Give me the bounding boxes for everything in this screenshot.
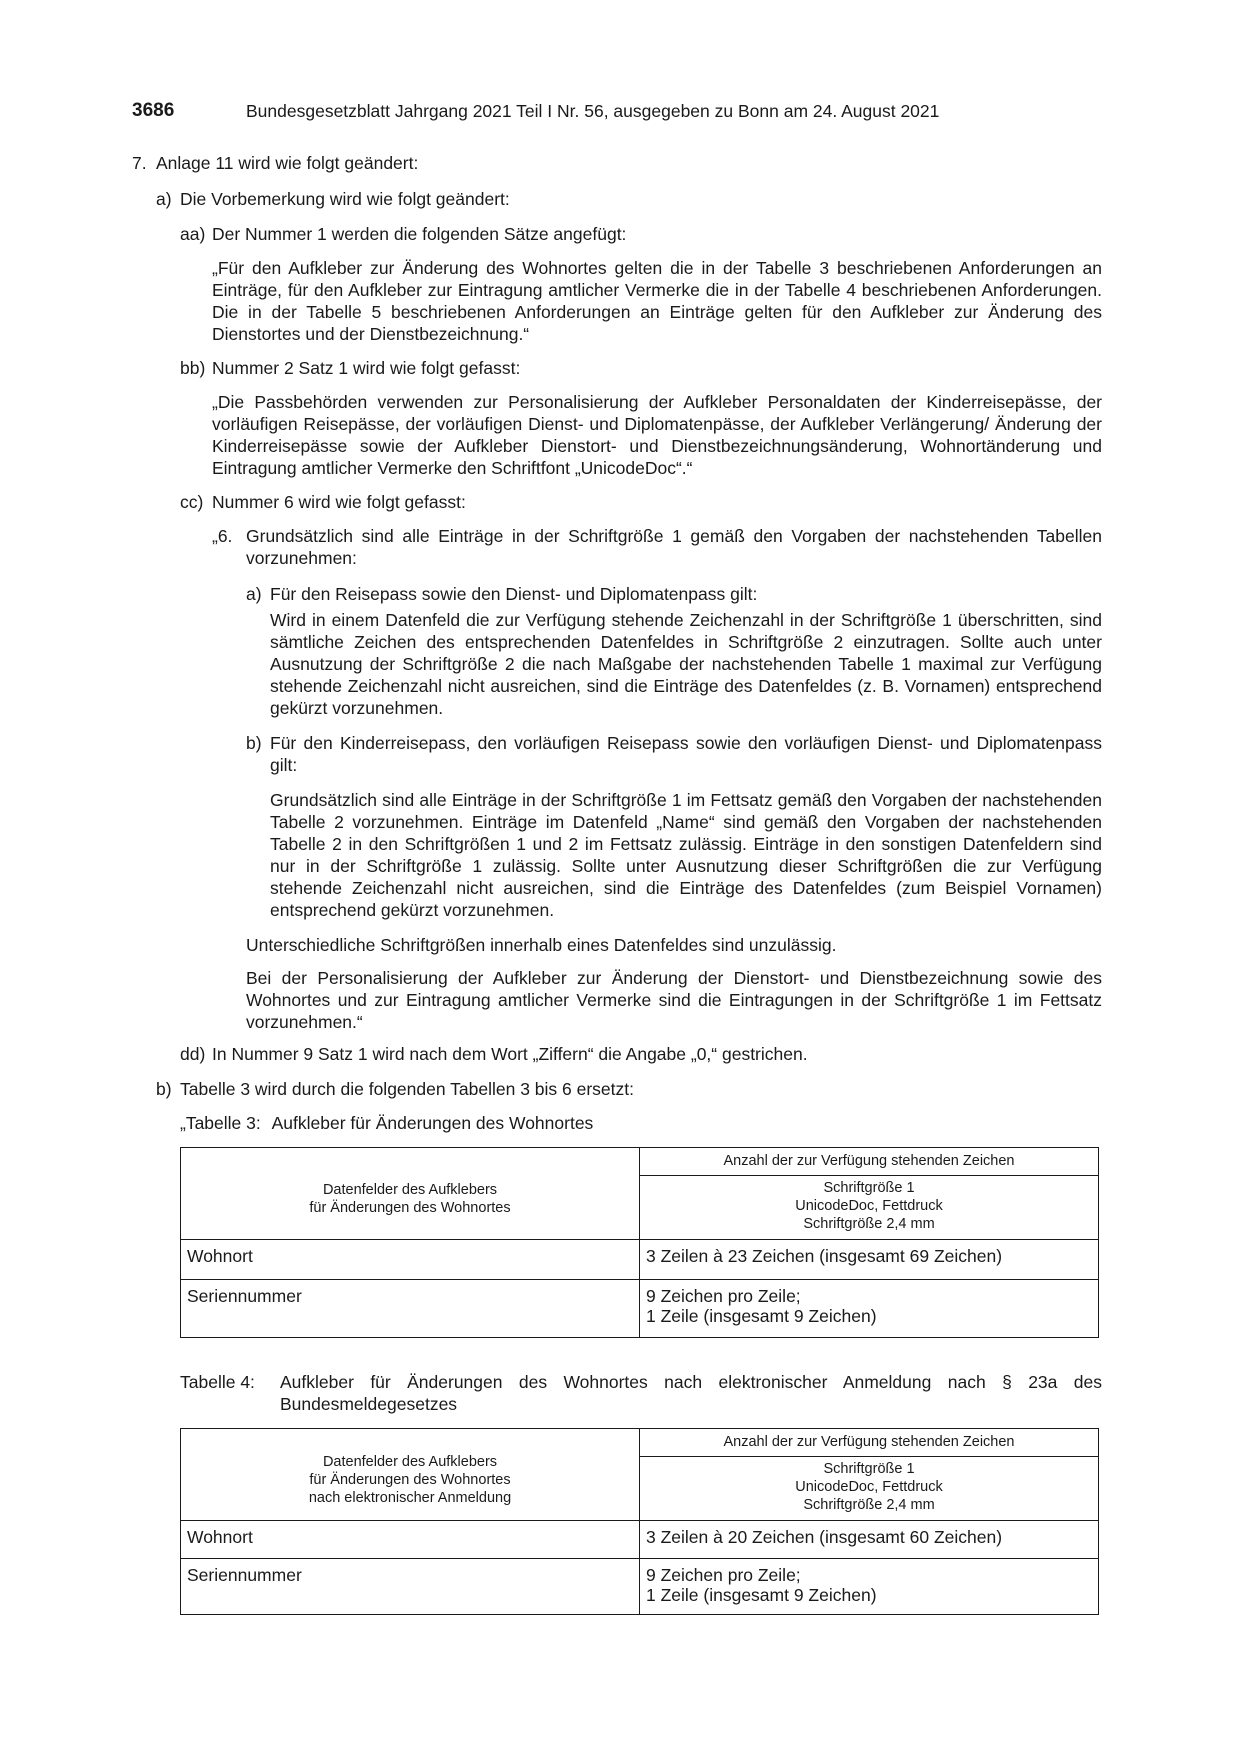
item-7-label: 7. [132,153,147,173]
item-a-text: Die Vorbemerkung wird wie folgt geändert: [180,189,510,209]
item-b-label: b) [156,1079,172,1099]
header-title: Bundesgesetzblatt Jahrgang 2021 Teil I Nr. 56, ausgegeben zu Bonn am 24. August 2021 [246,101,940,121]
sub-b-text: Grundsätzlich sind alle Einträge in der Schriftgröße 1 im Fettsatz gemäß den Vorgaben der nachstehenden Tabelle 2 vorzunehmen. Einträge im Datenfeld „Name“ sind gemäß den Vorgaben der nachstehenden Tabelle 2 in den Schriftgrößen 1 und 2 im Fettsatz zulässig. Einträge in den sonstigen Datenfeldern sind nur in der Schriftgröße 1 zulässig. Sollte unter Ausnutzung dieser Schriftgrößen die zur Verfügung stehende Zeichenzahl nicht ausreichen, sind die Einträge des Datenfeldes (zum Beispiel Vornamen) entsprechend gekürzt vorzunehmen. [270,790,1102,920]
sub-a-title: Für den Reisepass sowie den Dienst- und Diplomatenpass gilt: [270,584,758,604]
table-3-caption [180,1112,1102,1134]
item-bb-quote: „Die Passbehörden verwenden zur Personalisierung der Aufkleber Personaldaten der Kinderreisepässe, der vorläufigen Reisepässe, der vorläufigen Dienst- und Diplomatenpässe, der Aufkleber Verlängerung/ Änderung der Kinderreisepässe sowie der Aufkleber Dienstort- und Dienstbezeichnungsänderung, Wohnortänderung und Eintragung amtlicher Vermerke den Schriftfont „UnicodeDoc“.“ [212,392,1102,478]
item-aa-quote: „Für den Aufkleber zur Änderung des Wohnortes gelten die in der Tabelle 3 beschriebenen Anforderungen an Einträge, für den Aufkleber zur Eintragung amtlicher Vermerke die in der Tabelle 4 beschriebenen Anforderungen. Die in der Tabelle 5 beschriebenen Anforderungen an Einträge gelten für den Aufkleber zur Änderung des Dienstortes und der Dienstbezeichnung.“ [212,258,1102,344]
item-bb-text: Nummer 2 Satz 1 wird wie folgt gefasst: [212,358,521,378]
item-dd-label: dd) [180,1044,206,1064]
table-3-head-right-sub: Schriftgröße 1 UnicodeDoc, Fettdruck Schriftgröße 2,4 mm [640,1176,1099,1240]
sub-b-label: b) [246,733,262,753]
table-3-row-2-value: 9 Zeichen pro Zeile; 1 Zeile (insgesamt 9 Zeichen) [640,1280,1099,1338]
table-3-caption-label: „Tabelle 3: [180,1113,261,1133]
table-4-head-left: Datenfelder des Aufklebers für Änderungen des Wohnortes nach elektronischer Anmeldung [181,1429,640,1521]
table-4-head-right-top: Anzahl der zur Verfügung stehenden Zeichen [640,1429,1099,1457]
table-4-row-1-field: Wohnort [181,1521,640,1559]
sub-a-text: Wird in einem Datenfeld die zur Verfügung stehende Zeichenzahl in der Schriftgröße 1 überschritten, sind sämtliche Zeichen des entsprechenden Datenfeldes in Schriftgröße 2 einzutragen. Sollte auch unter Ausnutzung der Schriftgröße 2 die nach Maßgabe der nachstehenden Tabelle 1 maximal zur Verfügung stehende Zeichenzahl nicht ausreichen, sind die Einträge des Datenfeldes (z. B. Vornamen) entsprechend gekürzt vorzunehmen. [270,610,1102,718]
item-aa-label: aa) [180,224,206,244]
table-4-row-1-value: 3 Zeilen à 20 Zeichen (insgesamt 60 Zeichen) [640,1521,1099,1559]
item-b-text: Tabelle 3 wird durch die folgenden Tabellen 3 bis 6 ersetzt: [180,1079,634,1099]
table-row [181,1559,1099,1615]
item-cc-text: Nummer 6 wird wie folgt gefasst: [212,492,466,512]
table-row [181,1280,1099,1338]
item-aa-text: Der Nummer 1 werden die folgenden Sätze angefügt: [212,224,627,244]
item-7-text: Anlage 11 wird wie folgt geändert: [156,153,419,173]
table-3-head-right-top: Anzahl der zur Verfügung stehenden Zeichen [640,1148,1099,1176]
item-a-label: a) [156,189,172,209]
table-4-caption-label: Tabelle 4: [180,1372,255,1392]
item-bb-label: bb) [180,358,206,378]
table-4 [180,1428,1099,1615]
sub-b-title: Für den Kinderreisepass, den vorläufigen Reisepass sowie den vorläufigen Dienst- und Diplomatenpass gilt: [270,733,1102,775]
item-dd-text: In Nummer 9 Satz 1 wird nach dem Wort „Ziffern“ die Angabe „0,“ gestrichen. [212,1044,808,1064]
sub-a-label: a) [246,584,262,604]
cc-para-1: Unterschiedliche Schriftgrößen innerhalb eines Datenfeldes sind unzulässig. [246,935,837,955]
table-row [181,1521,1099,1559]
table-3-row-1-value: 3 Zeilen à 23 Zeichen (insgesamt 69 Zeichen) [640,1240,1099,1280]
table-3-row-1-field: Wohnort [181,1240,640,1280]
table-3-row-2-field: Seriennummer [181,1280,640,1338]
item-cc-label: cc) [180,492,204,512]
cc-para-2: Bei der Personalisierung der Aufkleber zur Änderung der Dienstort- und Dienstbezeichnung sowie des Wohnortes und zur Eintragung amtlicher Vermerke sind die Eintragungen in der Schriftgröße 1 im Fettsatz vorzunehmen.“ [246,968,1102,1032]
table-row [181,1240,1099,1280]
table-4-head-right-sub: Schriftgröße 1 UnicodeDoc, Fettdruck Schriftgröße 2,4 mm [640,1457,1099,1521]
table-4-row-2-field: Seriennummer [181,1559,640,1615]
table-4-caption-text: Aufkleber für Änderungen des Wohnortes nach elektronischer Anmeldung nach § 23a des Bundesmeldegesetzes [280,1372,1102,1414]
table-3-caption-text: Aufkleber für Änderungen des Wohnortes [271,1113,594,1133]
table-4-row-2-value: 9 Zeichen pro Zeile; 1 Zeile (insgesamt 9 Zeichen) [640,1559,1099,1615]
table-3 [180,1147,1099,1338]
number-6-text: Grundsätzlich sind alle Einträge in der Schriftgröße 1 gemäß den Vorgaben der nachstehenden Tabellen vorzunehmen: [246,526,1102,568]
page-number: 3686 [132,100,175,121]
number-6-label: „6. [212,526,233,546]
table-3-head-left: Datenfelder des Aufklebers für Änderungen des Wohnortes [181,1148,640,1240]
